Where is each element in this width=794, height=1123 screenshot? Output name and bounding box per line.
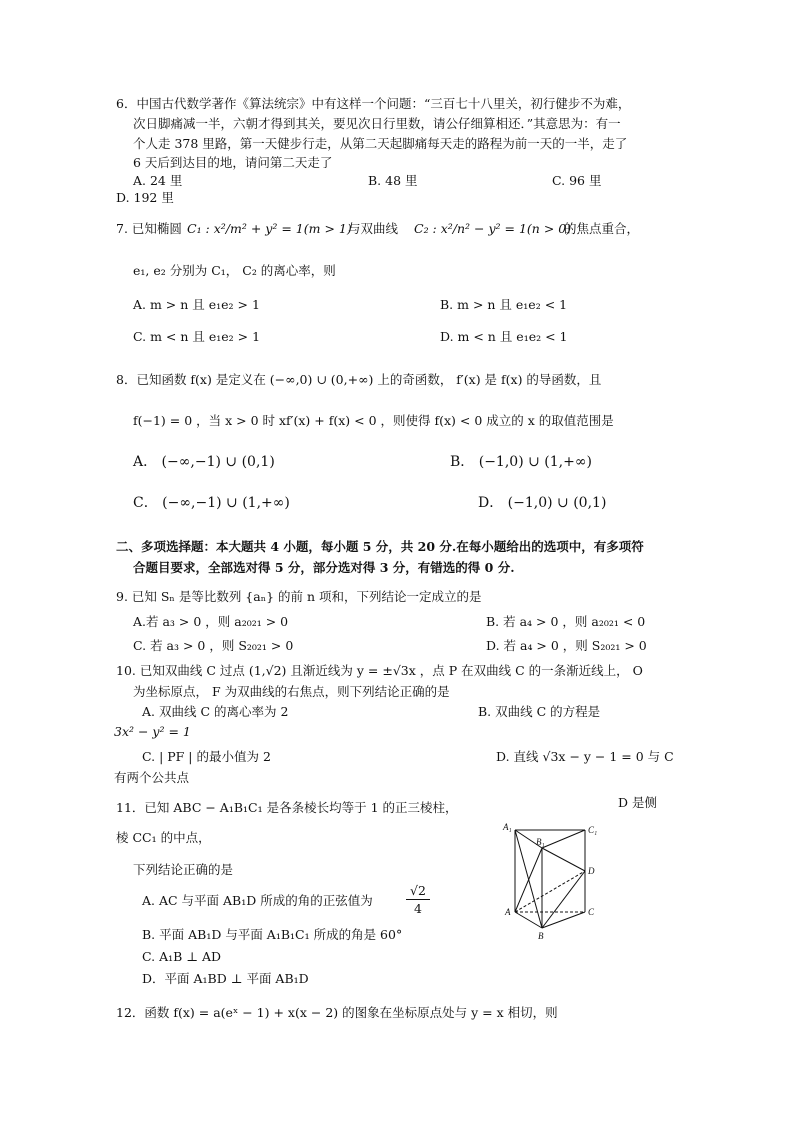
fraction-numerator: √2 (406, 882, 430, 900)
segment-a-d-hidden (515, 871, 585, 912)
q11-option-b: B. 平面 AB₁D 与平面 A₁B₁C₁ 所成的角是 60° (142, 927, 403, 942)
q6-line3: 个人走 378 里路，第一天健步行走，从第二天起脚痛每天走的路程为前一天的一半，走了 (133, 136, 628, 151)
prism-figure (500, 820, 610, 940)
q10-option-b: B. 双曲线 C 的方程是 (478, 704, 601, 719)
q9-option-d: D. 若 a₄ > 0 ，则 S₂₀₂₁ > 0 (486, 638, 647, 653)
q9-option-c: C. 若 a₃ > 0 ，则 S₂₀₂₁ > 0 (133, 638, 294, 653)
q6-option-d: D. 192 里 (116, 190, 174, 205)
q8-line1: 8．已知函数 f(x) 是定义在 (−∞,0) ∪ (0,+∞) 上的奇函数， f′(x) 是 f(x) 的导函数，且 (116, 372, 602, 387)
edge-b1-c1 (542, 830, 585, 848)
q6-line1: 6．中国古代数学著作《算法统宗》中有这样一个问题：“三百七十八里关，初行健步不为难， (116, 96, 631, 111)
q7-option-a: A. m > n 且 e₁e₂ > 1 (133, 297, 260, 312)
q7-ellipse-equation: C₁ : x²/m² + y² = 1(m > 1) (187, 221, 352, 236)
q6-option-c: C. 96 里 (552, 173, 602, 188)
q11-option-d: D．平面 A₁BD ⊥ 平面 AB₁D (142, 971, 309, 986)
q12-stem: 12．函数 f(x) = a(eˣ − 1) + x(x − 2) 的图象在坐标原点处与 y = x 相切，则 (116, 1005, 558, 1020)
segment-b1-d (542, 848, 585, 871)
q9-option-a: A.若 a₃ > 0 ，则 a₂₀₂₁ > 0 (133, 614, 289, 629)
q10-option-b-equation: 3x² − y² = 1 (114, 724, 191, 739)
label-b1: B₁ (536, 837, 545, 847)
q10-option-c: C. | PF | 的最小值为 2 (142, 749, 271, 764)
q10-option-d-cont: 有两个公共点 (114, 770, 190, 785)
q7-option-c: C. m < n 且 e₁e₂ > 1 (133, 329, 261, 344)
q7-option-d: D. m < n 且 e₁e₂ < 1 (440, 329, 568, 344)
label-c: C (588, 907, 595, 917)
q8-option-b: B． (−1,0) ∪ (1,+∞) (450, 454, 592, 470)
q6-option-a: A. 24 里 (133, 173, 183, 188)
label-c1: C₁ (588, 825, 598, 835)
q7-stem-mid: 与双曲线 (348, 221, 399, 236)
q8-line2: f(−1) = 0 ，当 x > 0 时 xf′(x) + f(x) < 0 ，则使得 f(x) < 0 成立的 x 的取值范围是 (133, 413, 614, 428)
q7-hyperbola-equation: C₂ : x²/n² − y² = 1(n > 0) (414, 221, 572, 236)
q8-option-d: D． (−1,0) ∪ (0,1) (478, 495, 607, 511)
q7-stem-end: 的焦点重合， (564, 221, 640, 236)
label-b: B (538, 931, 544, 940)
q11-line1-end: D 是侧 (618, 795, 657, 810)
label-a1: A₁ (503, 822, 512, 832)
q10-line2: 为坐标原点， F 为双曲线的右焦点，则下列结论正确的是 (133, 684, 450, 699)
q10-line1: 10. 已知双曲线 C 过点 (1,√2) 且渐近线为 y = ±√3x ，点 P 在双曲线 C 的一条渐近线上， O (116, 663, 643, 678)
q10-option-a: A. 双曲线 C 的离心率为 2 (142, 704, 289, 719)
label-a: A (505, 907, 511, 917)
q7-option-b: B. m > n 且 e₁e₂ < 1 (440, 297, 568, 312)
q7-line2: e₁, e₂ 分别为 C₁， C₂ 的离心率，则 (133, 263, 336, 278)
q11-option-a: A. AC 与平面 AB₁D 所成的角的正弦值为 (142, 893, 373, 908)
q8-option-a: A． (−∞,−1) ∪ (0,1) (133, 454, 275, 470)
label-d: D (588, 866, 595, 876)
section2-heading-line2: 合题目要求，全部选对得 5 分，部分选对得 3 分，有错选的得 0 分. (133, 560, 515, 575)
q7-stem-start: 7. 已知椭圆 (116, 221, 182, 236)
q11-option-c: C. A₁B ⊥ AD (142, 949, 222, 964)
q9-option-b: B. 若 a₄ > 0 ，则 a₂₀₂₁ < 0 (486, 614, 646, 629)
fraction-denominator: 4 (414, 901, 422, 916)
segment-b-d (542, 871, 585, 928)
q11-line2: 棱 CC₁ 的中点， (116, 830, 211, 845)
section2-heading-line1: 二、多项选择题：本大题共 4 小题，每小题 5 分，共 20 分.在每小题给出的选项中，有多项符 (116, 539, 644, 554)
q11-line3: 下列结论正确的是 (133, 862, 234, 877)
q6-line4: 6 天后到达目的地，请问第二天走了 (133, 155, 333, 170)
q6-line2: 次日脚痛减一半，六朝才得到其关，要见次日行里数，请公仔细算相还．”其意思为：有一 (133, 116, 621, 131)
q9-stem: 9. 已知 Sₙ 是等比数列 {aₙ} 的前 n 项和，下列结论一定成立的是 (116, 589, 482, 604)
q10-option-d: D. 直线 √3x − y − 1 = 0 与 C (496, 749, 674, 764)
q6-option-b: B. 48 里 (368, 173, 418, 188)
q11-line1: 11．已知 ABC − A₁B₁C₁ 是各条棱长均等于 1 的正三棱柱， (116, 800, 458, 815)
q11-option-a-fraction (406, 882, 430, 917)
q8-option-c: C． (−∞,−1) ∪ (1,+∞) (133, 495, 290, 511)
